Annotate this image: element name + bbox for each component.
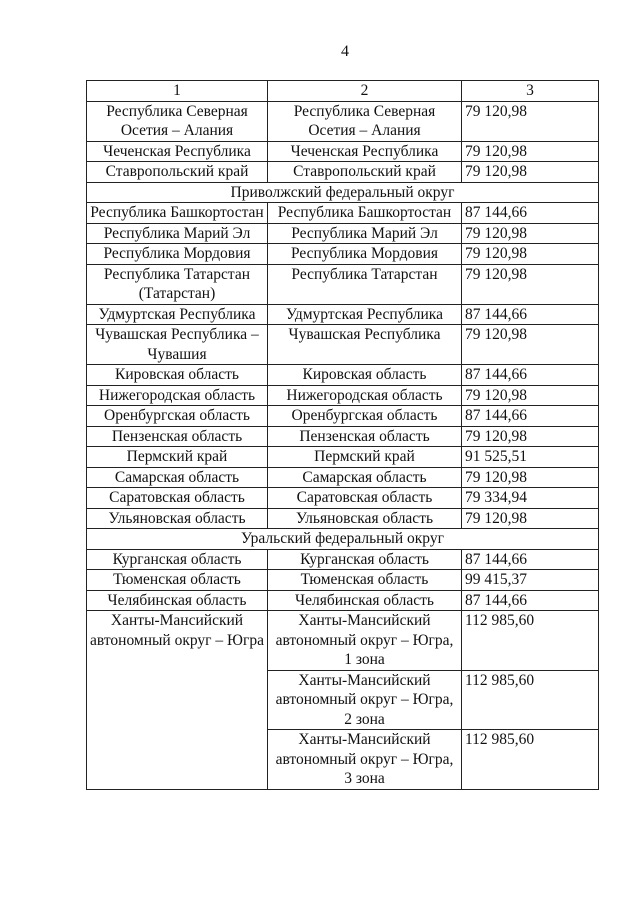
subject-cell: Ставропольский край (87, 162, 268, 183)
zone-cell: Чеченская Республика (268, 141, 462, 162)
zone-cell: Республика Марий Эл (268, 223, 462, 244)
zone-cell: Челябинская область (268, 590, 462, 611)
zone-cell: Ставропольский край (268, 162, 462, 183)
table-row (87, 304, 599, 325)
value-cell: 87 144,66 (462, 203, 599, 224)
value-cell: 79 120,98 (462, 385, 599, 406)
value-cell: 87 144,66 (462, 406, 599, 427)
value-cell: 112 985,60 (462, 670, 599, 730)
value-cell: 79 120,98 (462, 508, 599, 529)
subject-cell: Челябинская область (87, 590, 268, 611)
zone-cell: Оренбургская область (268, 406, 462, 427)
value-cell: 79 120,98 (462, 244, 599, 265)
subject-cell: Самарская область (87, 467, 268, 488)
zone-cell: Республика Северная Осетия – Алания (268, 101, 462, 141)
table-row (87, 447, 599, 468)
subject-cell: Ульяновская область (87, 508, 268, 529)
value-cell: 79 120,98 (462, 141, 599, 162)
table-row (87, 264, 599, 304)
subject-cell: Республика Мордовия (87, 244, 268, 265)
value-cell: 99 415,37 (462, 570, 599, 591)
subject-cell: Удмуртская Республика (87, 304, 268, 325)
table-row (87, 385, 599, 406)
zone-cell: Самарская область (268, 467, 462, 488)
subject-cell: Ханты-Мансийский автономный округ – Югра (87, 611, 268, 790)
value-cell: 79 120,98 (462, 223, 599, 244)
table-row (87, 488, 599, 509)
subject-cell: Саратовская область (87, 488, 268, 509)
value-cell: 79 120,98 (462, 101, 599, 141)
zone-cell: Ханты-Мансийский автономный округ – Югра, 3 зона (268, 730, 462, 790)
zone-cell: Курганская область (268, 549, 462, 570)
value-cell: 112 985,60 (462, 611, 599, 671)
value-cell: 79 120,98 (462, 325, 599, 365)
subject-cell: Оренбургская область (87, 406, 268, 427)
table-row (87, 590, 599, 611)
table-row (87, 570, 599, 591)
table-body (87, 101, 599, 789)
zone-cell: Ханты-Мансийский автономный округ – Югра, 2 зона (268, 670, 462, 730)
subject-cell: Курганская область (87, 549, 268, 570)
table-row (87, 467, 599, 488)
table-row (87, 244, 599, 265)
table-row (87, 203, 599, 224)
table-row (87, 549, 599, 570)
zone-cell: Нижегородская область (268, 385, 462, 406)
table-row (87, 406, 599, 427)
zone-cell: Республика Мордовия (268, 244, 462, 265)
district-name: Приволжский федеральный округ (87, 182, 599, 203)
zone-cell: Удмуртская Республика (268, 304, 462, 325)
value-cell: 87 144,66 (462, 365, 599, 386)
subject-cell: Республика Татарстан (Татарстан) (87, 264, 268, 304)
district-name: Уральский федеральный округ (87, 529, 599, 550)
district-row (87, 182, 599, 203)
column-header: 2 (268, 81, 462, 102)
table-row (87, 223, 599, 244)
subject-cell: Республика Марий Эл (87, 223, 268, 244)
value-cell: 79 334,94 (462, 488, 599, 509)
value-cell: 79 120,98 (462, 264, 599, 304)
table-row (87, 162, 599, 183)
table-row (87, 611, 599, 671)
subject-cell: Нижегородская область (87, 385, 268, 406)
zone-cell: Тюменская область (268, 570, 462, 591)
zone-cell: Чувашская Республика (268, 325, 462, 365)
subject-cell: Пензенская область (87, 426, 268, 447)
table-row (87, 365, 599, 386)
zone-cell: Пермский край (268, 447, 462, 468)
value-cell: 112 985,60 (462, 730, 599, 790)
table-row (87, 101, 599, 141)
table-row (87, 426, 599, 447)
subject-cell: Пермский край (87, 447, 268, 468)
district-row (87, 529, 599, 550)
cost-table (86, 80, 599, 790)
subject-cell: Кировская область (87, 365, 268, 386)
zone-cell: Республика Татарстан (268, 264, 462, 304)
table-row (87, 508, 599, 529)
value-cell: 87 144,66 (462, 549, 599, 570)
column-header: 3 (462, 81, 599, 102)
zone-cell: Саратовская область (268, 488, 462, 509)
subject-cell: Республика Северная Осетия – Алания (87, 101, 268, 141)
subject-cell: Чувашская Республика – Чувашия (87, 325, 268, 365)
page-number: 4 (341, 43, 349, 60)
table-row (87, 325, 599, 365)
value-cell: 79 120,98 (462, 162, 599, 183)
column-header: 1 (87, 81, 268, 102)
value-cell: 87 144,66 (462, 590, 599, 611)
subject-cell: Тюменская область (87, 570, 268, 591)
zone-cell: Ханты-Мансийский автономный округ – Югра, 1 зона (268, 611, 462, 671)
zone-cell: Ульяновская область (268, 508, 462, 529)
zone-cell: Республика Башкортостан (268, 203, 462, 224)
value-cell: 91 525,51 (462, 447, 599, 468)
subject-cell: Чеченская Республика (87, 141, 268, 162)
header-row (87, 81, 599, 102)
value-cell: 79 120,98 (462, 426, 599, 447)
value-cell: 87 144,66 (462, 304, 599, 325)
zone-cell: Пензенская область (268, 426, 462, 447)
table-row (87, 141, 599, 162)
subject-cell: Республика Башкортостан (87, 203, 268, 224)
zone-cell: Кировская область (268, 365, 462, 386)
value-cell: 79 120,98 (462, 467, 599, 488)
